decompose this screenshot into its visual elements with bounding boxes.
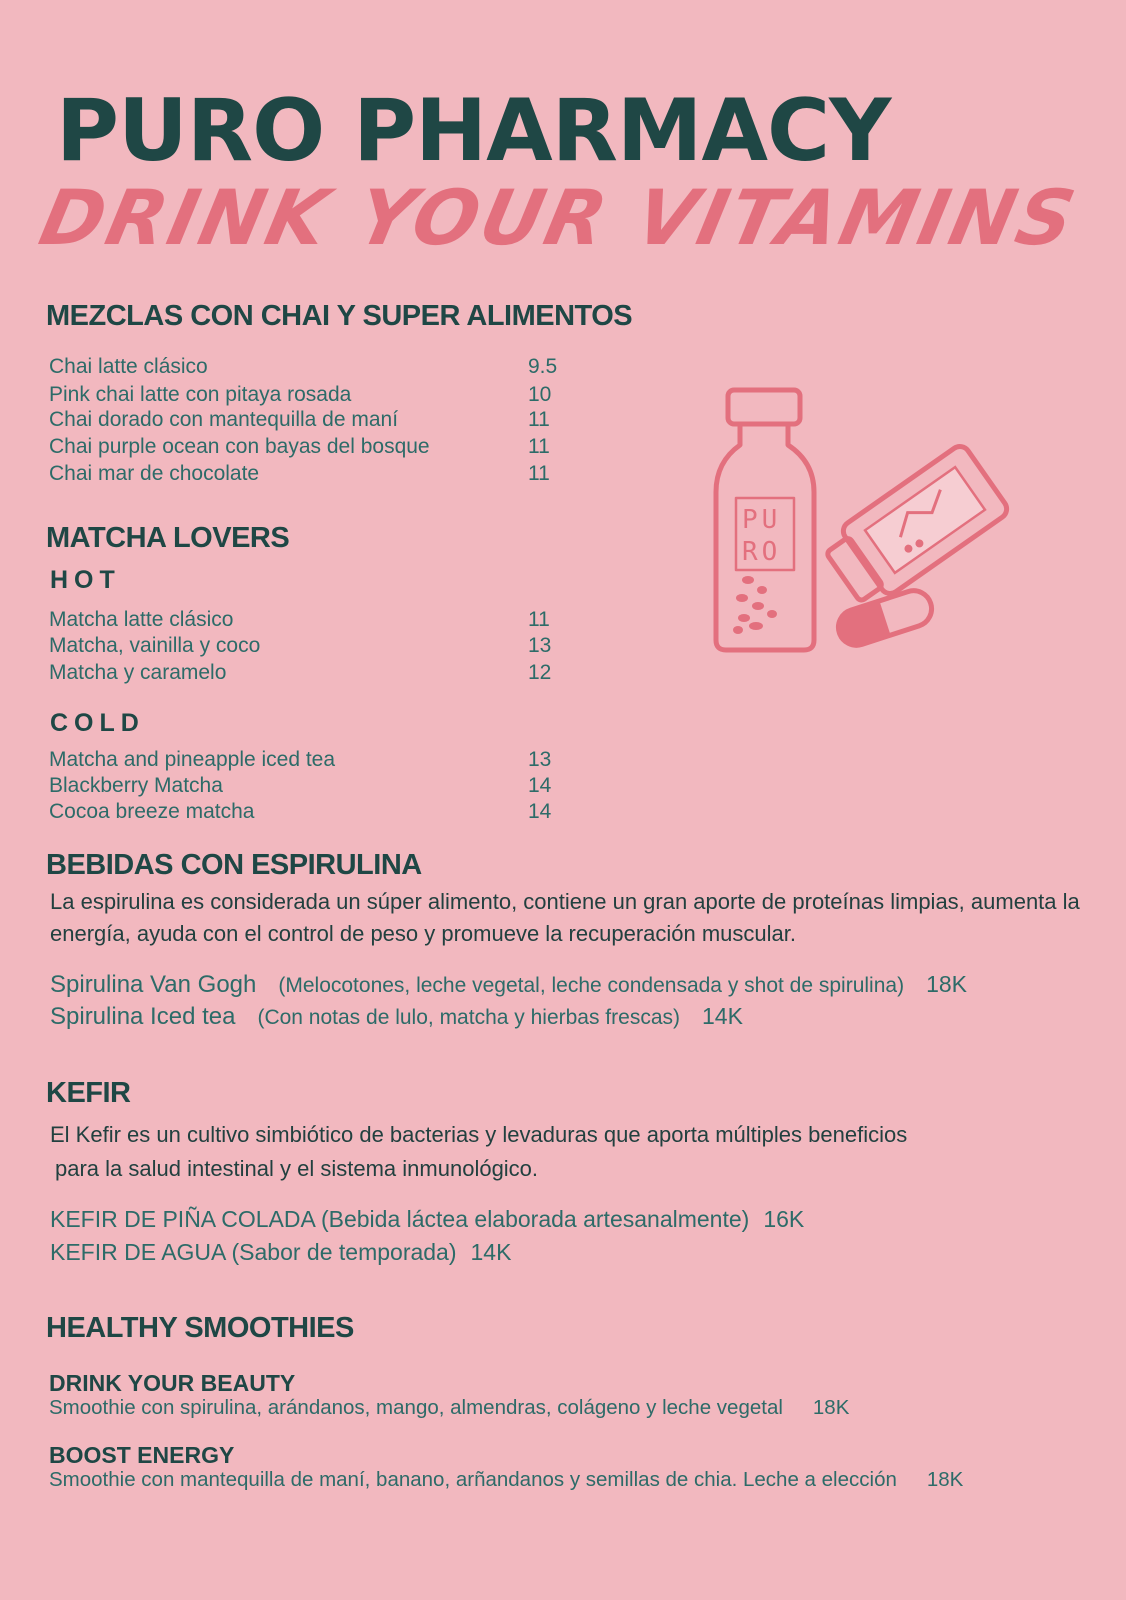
item-name: Pink chai latte con pitaya rosada [49,383,352,406]
item-price: 10 [528,383,552,406]
menu-item [49,747,569,773]
menu-item [50,969,967,1001]
bottle-cap-icon [728,390,800,424]
item-name: Matcha and pineapple iced tea [49,748,336,771]
section-heading-kefir: KEFIR [46,1077,131,1109]
item-name: KEFIR DE PIÑA COLADA (Bebida láctea elaborada artesanalmente) [50,1206,750,1232]
pills-inside-icon [733,576,777,634]
item-price: 13 [528,748,552,771]
item-name: Spirulina Iced tea [50,1003,236,1030]
pill-jar-icon [819,443,1011,612]
menu-item [49,461,569,487]
menu-item [49,633,569,659]
item-price: 18K [812,1396,850,1419]
section-heading-chai: MEZCLAS CON CHAI Y SUPER ALIMENTOS [46,300,633,332]
bottle-label-line-2: RO [742,537,782,567]
item-name: Matcha latte clásico [49,608,234,631]
item-price: 12 [528,661,552,684]
item-name: Spirulina Van Gogh [50,971,257,998]
subheading-hot: HOT [50,566,121,594]
item-name: Blackberry Matcha [49,774,223,797]
item-price: 14 [528,800,552,823]
menu-item [49,354,569,380]
item-price: 9.5 [528,355,558,378]
item-price: 18K [926,971,968,997]
menu-item [49,773,569,799]
item-price: 14K [702,1003,743,1029]
menu-item [49,660,569,686]
smoothie-detail: Smoothie con spirulina, arándanos, mango, almendras, colágeno y leche vegetal [49,1396,783,1419]
item-price: 11 [528,608,550,631]
item-price: 14K [470,1239,512,1265]
menu-item [49,607,569,633]
menu-item [50,1237,511,1267]
smoothie-description [49,1395,849,1421]
section-heading-matcha: MATCHA LOVERS [46,522,290,554]
bottle-and-pills-icon [700,370,1060,670]
item-name: Chai purple ocean con bayas del bosque [49,435,430,458]
item-name: Chai dorado con mantequilla de maní [49,408,399,431]
item-price: 11 [528,462,550,485]
item-detail: (Melocotones, leche vegetal, leche condensada y shot de spirulina) [278,974,905,997]
menu-item [50,1204,804,1234]
item-name: Chai latte clásico [49,355,208,378]
item-price: 11 [528,408,550,431]
subheading-cold: COLD [50,709,145,737]
section-heading-spirulina: BEBIDAS CON ESPIRULINA [46,849,422,881]
item-name: Matcha y caramelo [49,661,227,684]
item-price: 14 [528,774,552,797]
smoothie-name: BOOST ENERGY [49,1442,235,1468]
item-price: 13 [528,634,552,657]
item-name: Cocoa breeze matcha [49,800,255,823]
item-name: Chai mar de chocolate [49,462,260,485]
capsule-icon [834,586,936,650]
smoothie-description [49,1467,963,1493]
kefir-description-line-2: para la salud intestinal y el sistema inmunológico. [55,1156,539,1181]
item-name: KEFIR DE AGUA (Sabor de temporada) [50,1239,457,1265]
item-price: 11 [528,435,550,458]
menu-item [49,799,569,825]
kefir-description-line-1: El Kefir es un cultivo simbiótico de bacterias y levaduras que aporta múltiples beneficios [50,1122,908,1147]
section-heading-smoothies: HEALTHY SMOOTHIES [46,1312,354,1344]
menu-item [50,1001,743,1033]
menu-item [49,382,569,408]
menu-item [49,407,569,433]
menu-tagline: DRINK YOUR VITAMINS [32,173,1086,262]
item-detail: (Con notas de lulo, matcha y hierbas frescas) [257,1006,680,1029]
item-price: 18K [926,1468,964,1491]
bottle-label-line-1: PU [742,505,782,535]
smoothie-name: DRINK YOUR BEAUTY [49,1370,296,1396]
menu-title: PURO PHARMACY [56,81,891,181]
item-price: 16K [763,1206,805,1232]
smoothie-detail: Smoothie con mantequilla de maní, banano, arñandanos y semillas de chia. Leche a elección [49,1468,897,1491]
spirulina-description: La espirulina es considerada un súper alimento, contiene un gran aporte de proteínas limpias, aumenta la energía, ayuda con el control de peso y promueve la recuperación muscular. [50,889,1080,946]
menu-item [49,434,569,460]
item-name: Matcha, vainilla y coco [49,634,261,657]
